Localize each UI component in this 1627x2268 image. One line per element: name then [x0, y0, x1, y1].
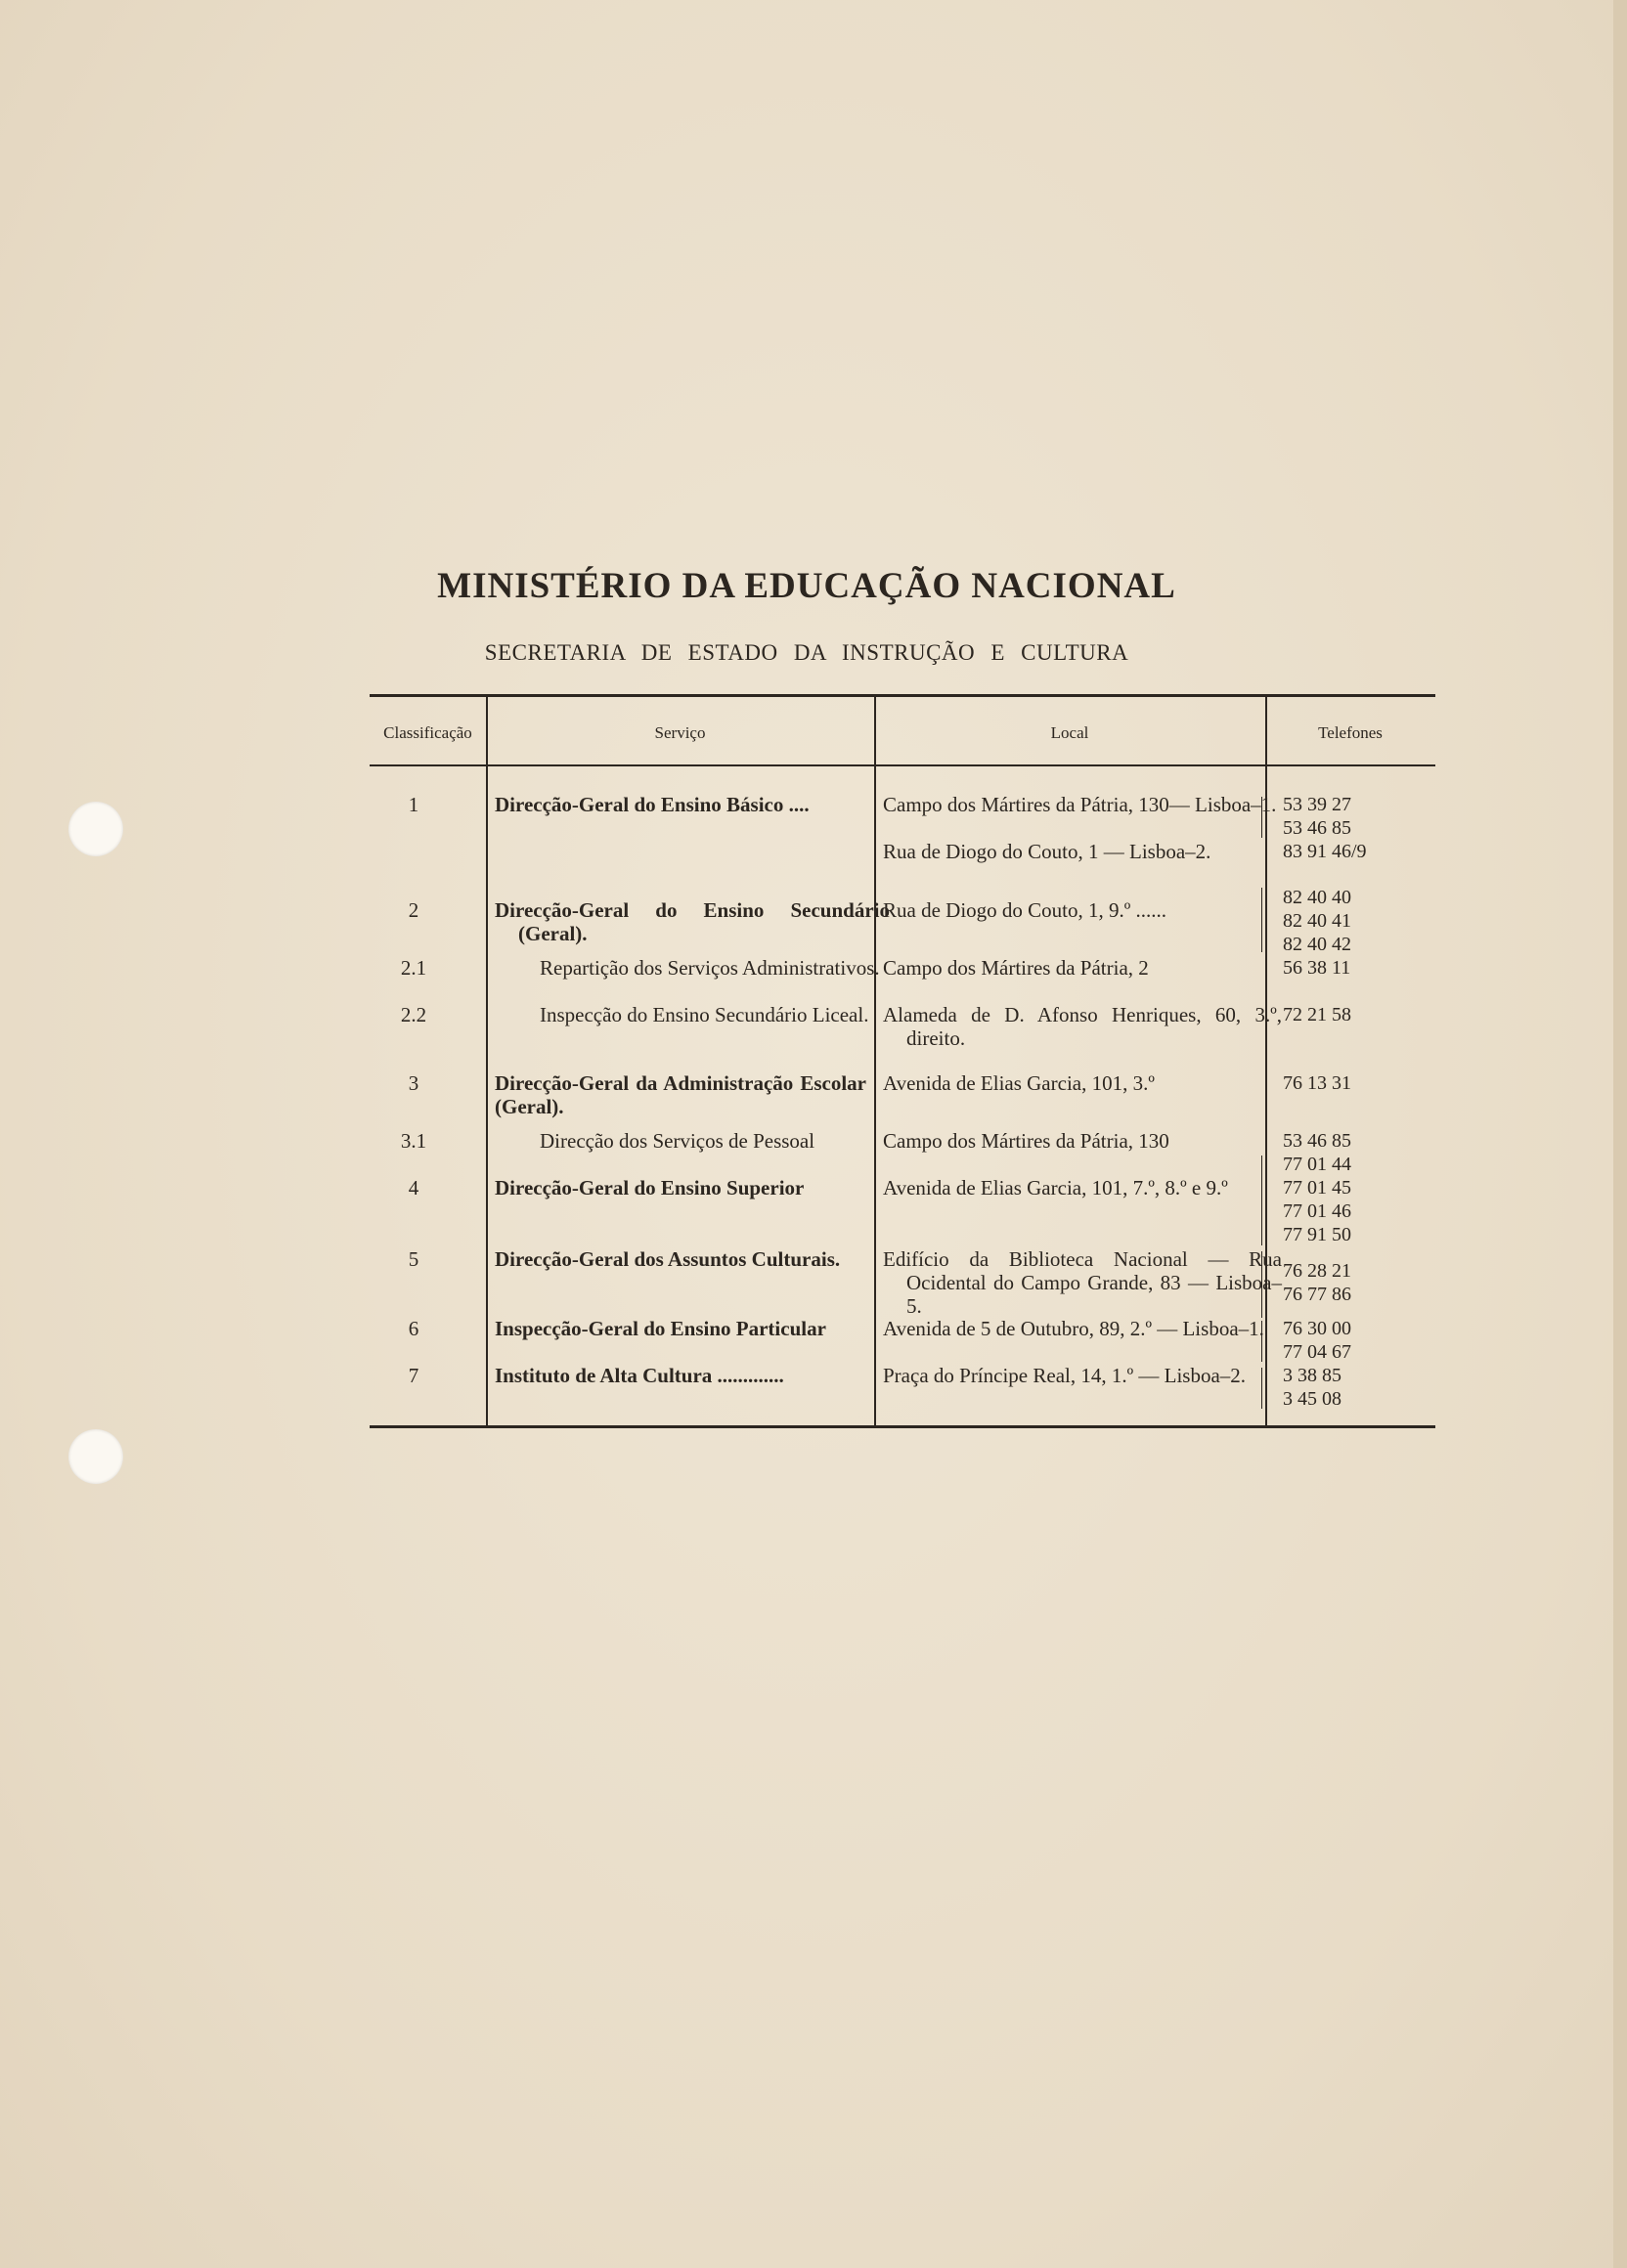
brace-mark	[1261, 888, 1268, 952]
column-header-telefones: Telefones	[1318, 723, 1383, 742]
row-phone: 77 01 45	[1283, 1177, 1351, 1199]
brace-mark	[1261, 1321, 1268, 1362]
table-bottom-rule	[370, 1425, 1435, 1428]
row-service: Inspecção-Geral do Ensino Particular	[495, 1317, 826, 1340]
column-header-local: Local	[1050, 723, 1089, 742]
row-location: Edifício da Biblioteca Nacional — Rua Ocidental do Campo Grande, 83 — Lisboa–5.	[883, 1247, 1282, 1318]
header-underline	[486, 764, 874, 766]
header-underline	[874, 764, 1265, 766]
row-location: Avenida de 5 de Outubro, 89, 2.º — Lisboa–1.	[883, 1317, 1264, 1340]
table-top-rule	[370, 694, 1435, 697]
row-classification: 4	[408, 1176, 419, 1199]
row-classification: 6	[408, 1317, 419, 1340]
row-location: Avenida de Elias Garcia, 101, 3.º	[883, 1071, 1155, 1095]
header-underline	[370, 764, 486, 766]
row-phone: 77 91 50	[1283, 1224, 1351, 1245]
row-location: Campo dos Mártires da Pátria, 130— Lisboa–1.	[883, 793, 1277, 816]
row-classification: 1	[408, 793, 419, 816]
column-divider	[874, 697, 876, 1426]
header-underline	[1265, 764, 1435, 766]
punch-hole-top	[68, 802, 123, 856]
row-classification: 2	[408, 898, 419, 922]
row-location: Campo dos Mártires da Pátria, 130	[883, 1129, 1169, 1153]
row-phone: 56 38 11	[1283, 957, 1351, 979]
row-phone: 53 46 85	[1283, 817, 1351, 839]
row-phone: 76 77 86	[1283, 1284, 1351, 1305]
row-classification: 7	[408, 1364, 419, 1387]
row-service: Direcção-Geral do Ensino Superior	[495, 1176, 805, 1199]
row-phone: 82 40 41	[1283, 910, 1351, 932]
brace-mark	[1261, 797, 1268, 838]
row-phone: 76 30 00	[1283, 1318, 1351, 1339]
row-phone: 72 21 58	[1283, 1004, 1351, 1025]
row-phone: 3 38 85	[1283, 1365, 1341, 1386]
row-service: Instituto de Alta Cultura .............	[495, 1364, 784, 1387]
row-location: Praça do Príncipe Real, 14, 1.º — Lisboa–2.	[883, 1364, 1247, 1387]
row-phone: 3 45 08	[1283, 1388, 1341, 1410]
row-classification: 2.2	[400, 1003, 427, 1026]
row-service: Direcção-Geral do Ensino Básico ....	[495, 793, 810, 816]
punch-hole-bottom	[68, 1429, 123, 1484]
row-service: Direcção-Geral dos Assuntos Culturais.	[495, 1247, 841, 1271]
row-classification: 2.1	[400, 956, 427, 980]
row-service: Repartição dos Serviços Administrativos.	[540, 956, 880, 980]
row-phone: 53 39 27	[1283, 794, 1351, 815]
row-phone: 76 13 31	[1283, 1072, 1351, 1094]
row-phone: 82 40 40	[1283, 887, 1351, 908]
row-classification: 3.1	[400, 1129, 427, 1153]
row-location: Rua de Diogo do Couto, 1, 9.º ......	[883, 898, 1167, 922]
row-phone: 77 01 44	[1283, 1154, 1351, 1175]
brace-mark	[1261, 1156, 1268, 1245]
row-phone: 77 01 46	[1283, 1200, 1351, 1222]
row-classification: 5	[408, 1247, 419, 1271]
row-location: Alameda de D. Afonso Henriques, 60, 3.º, direito.	[883, 1003, 1282, 1050]
row-location: Campo dos Mártires da Pátria, 2	[883, 956, 1149, 980]
document-title: MINISTÉRIO DA EDUCAÇÃO NACIONAL	[437, 566, 1176, 606]
column-header-servico: Serviço	[654, 723, 706, 742]
row-service: Direcção-Geral da Administração Escolar (Geral).	[495, 1071, 866, 1118]
column-divider	[486, 697, 488, 1426]
row-location: Rua de Diogo do Couto, 1 — Lisboa–2.	[883, 840, 1211, 863]
document-subtitle: SECRETARIA DE ESTADO DA INSTRUÇÃO E CULTURA	[484, 640, 1129, 665]
row-phone: 53 46 85	[1283, 1130, 1351, 1152]
row-service: Direcção-Geral do Ensino Secundário (Geral).	[495, 898, 890, 945]
row-phone: 83 91 46/9	[1283, 841, 1367, 862]
row-location: Avenida de Elias Garcia, 101, 7.º, 8.º e 9.º	[883, 1176, 1228, 1199]
row-service: Direcção dos Serviços de Pessoal	[540, 1129, 815, 1153]
brace-mark	[1261, 1251, 1268, 1318]
row-phone: 76 28 21	[1283, 1260, 1351, 1282]
brace-mark	[1261, 1368, 1268, 1409]
column-header-classificacao: Classificação	[383, 723, 472, 742]
row-classification: 3	[408, 1071, 419, 1095]
row-phone: 77 04 67	[1283, 1341, 1351, 1363]
row-service: Inspecção do Ensino Secundário Liceal.	[540, 1003, 869, 1026]
row-phone: 82 40 42	[1283, 934, 1351, 955]
paper-edge	[1613, 0, 1627, 2268]
